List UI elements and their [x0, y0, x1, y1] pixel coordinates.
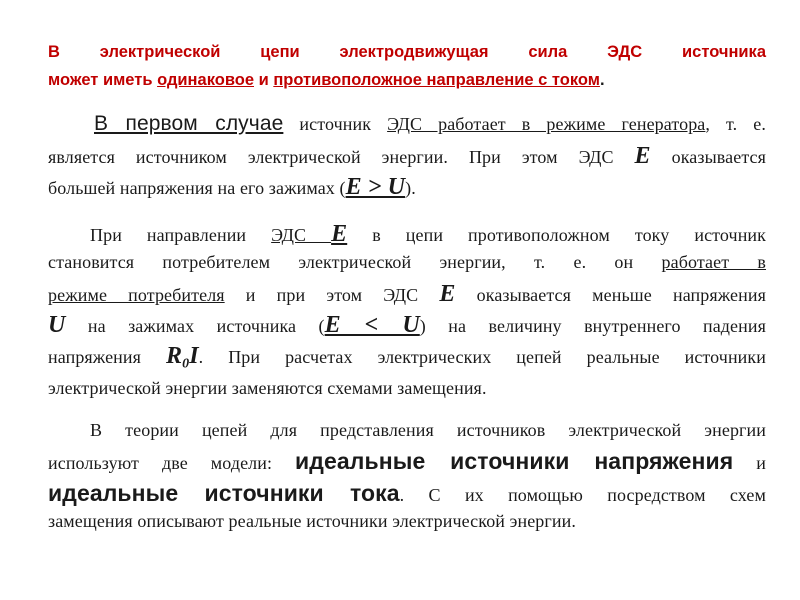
para2-line-1: [94, 112, 766, 136]
para2-line-3: [48, 174, 766, 201]
para4-text-l3b: . С их помощью посредством схем: [399, 485, 766, 505]
intro-period: .: [599, 71, 605, 89]
generator-mode-term: ЭДС работает в режиме генератора: [387, 114, 706, 134]
para4-text-l1: В теории цепей для представления источников электрической энергии: [90, 420, 766, 440]
para2-text-l3b: ).: [405, 178, 416, 198]
e-less-u-expression: E < U: [324, 312, 420, 338]
para3-text-l3b: оказывается меньше напряжения: [455, 285, 766, 305]
same-direction-term: одинаковое: [157, 71, 254, 89]
para3-line-6: [48, 378, 766, 399]
resistance-symbol-r: R: [165, 343, 183, 369]
emf-symbol-e-2: E: [331, 221, 348, 247]
consumer-mode-term-2: режиме потребителя: [48, 285, 225, 305]
para2-line-2: [48, 143, 766, 170]
consumer-mode-term-1: работает в: [661, 252, 767, 272]
ideal-current-sources-term: идеальные источники тока: [48, 480, 400, 506]
intro-text-2a: может иметь: [48, 71, 158, 89]
emf-symbol-e: E: [634, 143, 651, 169]
para3-text-l3a: и при этом ЭДС: [224, 285, 440, 305]
para4-text-l2a: используют две модели:: [48, 453, 296, 473]
resistance-subscript: 0: [182, 356, 190, 372]
para4-line-4: [48, 511, 766, 532]
para3-line-4: [48, 312, 766, 339]
ideal-voltage-sources-term: идеальные источники напряжения: [295, 448, 734, 474]
para2-text-b: источник: [283, 114, 388, 134]
para3-text-l6: электрической энергии заменяются схемами замещения.: [48, 378, 487, 398]
intro-text-2c: и: [254, 71, 274, 89]
para4-line-3: [48, 480, 766, 507]
para3-text-l5a: напряжения: [48, 347, 166, 367]
para2-text-l2a: является источником электрической энергии. При этом ЭДС: [48, 147, 635, 167]
para2-text-d: , т. е.: [705, 114, 766, 134]
current-symbol-i: I: [189, 343, 199, 369]
para2-text-l2b: оказывается: [650, 147, 766, 167]
para4-line-2: [48, 448, 766, 475]
para2-text-l3a: большей напряжения на его зажимах (: [48, 178, 346, 198]
para3-line-5: [48, 343, 766, 373]
para3-line-2: [48, 252, 766, 273]
intro-text-1: В электрической цепи электродвижущая сила ЭДС источника: [48, 43, 766, 61]
para4-text-l2c: и: [733, 453, 766, 473]
para3-text-l5b: . При расчетах электрических цепей реальные источники: [198, 347, 766, 367]
opposite-direction-term: противоположное направление с током: [273, 71, 600, 89]
para3-text-l1c: в цепи противоположном току источник: [347, 225, 766, 245]
para3-line-1: [90, 221, 766, 248]
para3-text-l1a: При направлении: [90, 225, 272, 245]
para4-line-1: [90, 420, 766, 441]
e-greater-u-expression: E > U: [345, 174, 406, 200]
para3-text-l4b: ) на величину внутреннего падения: [419, 316, 766, 336]
para4-text-l4: замещения описывают реальные источники электрической энергии.: [48, 511, 576, 531]
first-case-term: В первом случае: [94, 112, 284, 135]
para3-text-l4a: на зажимах источника (: [65, 316, 325, 336]
para3-line-3: [48, 281, 766, 308]
voltage-symbol-u: U: [48, 312, 66, 338]
para3-text-l2: становится потребителем электрической энергии, т. е. он: [48, 252, 662, 272]
intro-line-2: [48, 71, 766, 90]
emf-term: ЭДС: [271, 225, 332, 245]
intro-line-1: [48, 43, 766, 62]
emf-symbol-e-3: E: [439, 281, 456, 307]
